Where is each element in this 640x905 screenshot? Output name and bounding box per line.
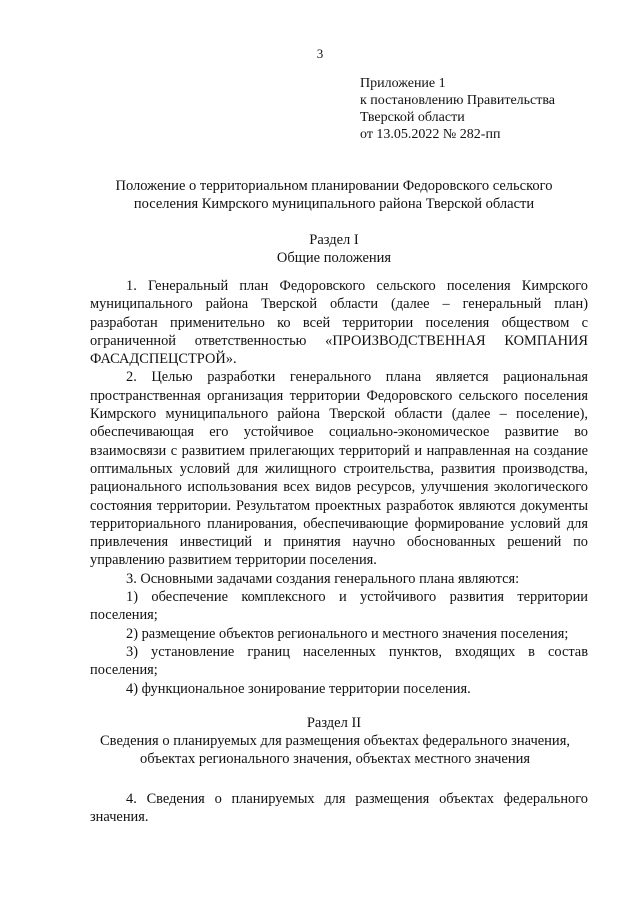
section2-body (90, 790, 588, 827)
section1-body (90, 277, 588, 698)
list-item: 3) установление границ населенных пунктов, входящих в состав поселения; (90, 643, 588, 679)
appendix-block (360, 75, 555, 143)
paragraph: 3. Основными задачами создания генерального плана являются: (126, 570, 520, 587)
title-line: Сведения о планируемых для размещения объектах федерального значения, (100, 733, 570, 749)
page-number: 3 (316, 46, 324, 61)
section1-subheading: Общие положения (276, 250, 392, 266)
appendix-line: к постановлению Правительства (360, 93, 556, 108)
paragraph: 2. Целью разработки генерального плана является рациональная пространственная организация территории Федоровского сельского поселения Кимрского муниципального района Тверской области (далее – поселение), обеспечивающая его устойчивое социально-экономическое развитие во взаимосвязи с развитием прилегающих территорий и направленная на создание оптимальных условий для жилищного строительства, развития производства, рационального использования всех видов ресурсов, улучшения экологического состояния территории. Результатом проектных разработок являются документы территориального планирования, обеспечивающие формирование условий для привлечения инвестиций и принятия научно обоснованных решений по управлению развитием территории поселения. (90, 369, 588, 569)
list-item: 2) размещение объектов регионального и местного значения поселения; (126, 625, 569, 642)
title-line: поселения Кимрского муниципального района Тверской области (133, 196, 535, 212)
appendix-line: Тверской области (360, 110, 465, 125)
appendix-line: от 13.05.2022 № 282-пп (360, 127, 501, 142)
appendix-line: Приложение 1 (360, 76, 446, 91)
paragraph: 1. Генеральный план Федоровского сельского поселения Кимрского муниципального района Тверской области (далее – генеральный план) разработан применительно ко всей территории поселения обществом с ограниченной ответственностью «ПРОИЗВОДСТВЕННАЯ КОМПАНИЯ ФАСАДСПЕЦСТРОЙ». (90, 278, 588, 368)
list-item: 1) обеспечение комплексного и устойчивого развития территории поселения; (90, 589, 588, 624)
document-title (90, 177, 578, 213)
title-line: объектах регионального значения, объектах местного значения (139, 751, 531, 767)
title-line: Положение о территориальном планировании Федоровского сельского (115, 178, 553, 194)
section2-heading: Раздел II (306, 715, 362, 731)
section2-title (75, 732, 595, 768)
paragraph: 4. Сведения о планируемых для размещения объектах федерального значения. (90, 791, 588, 826)
section1-heading: Раздел I (309, 232, 359, 248)
list-item: 4) функциональное зонирование территории поселения. (126, 680, 471, 697)
